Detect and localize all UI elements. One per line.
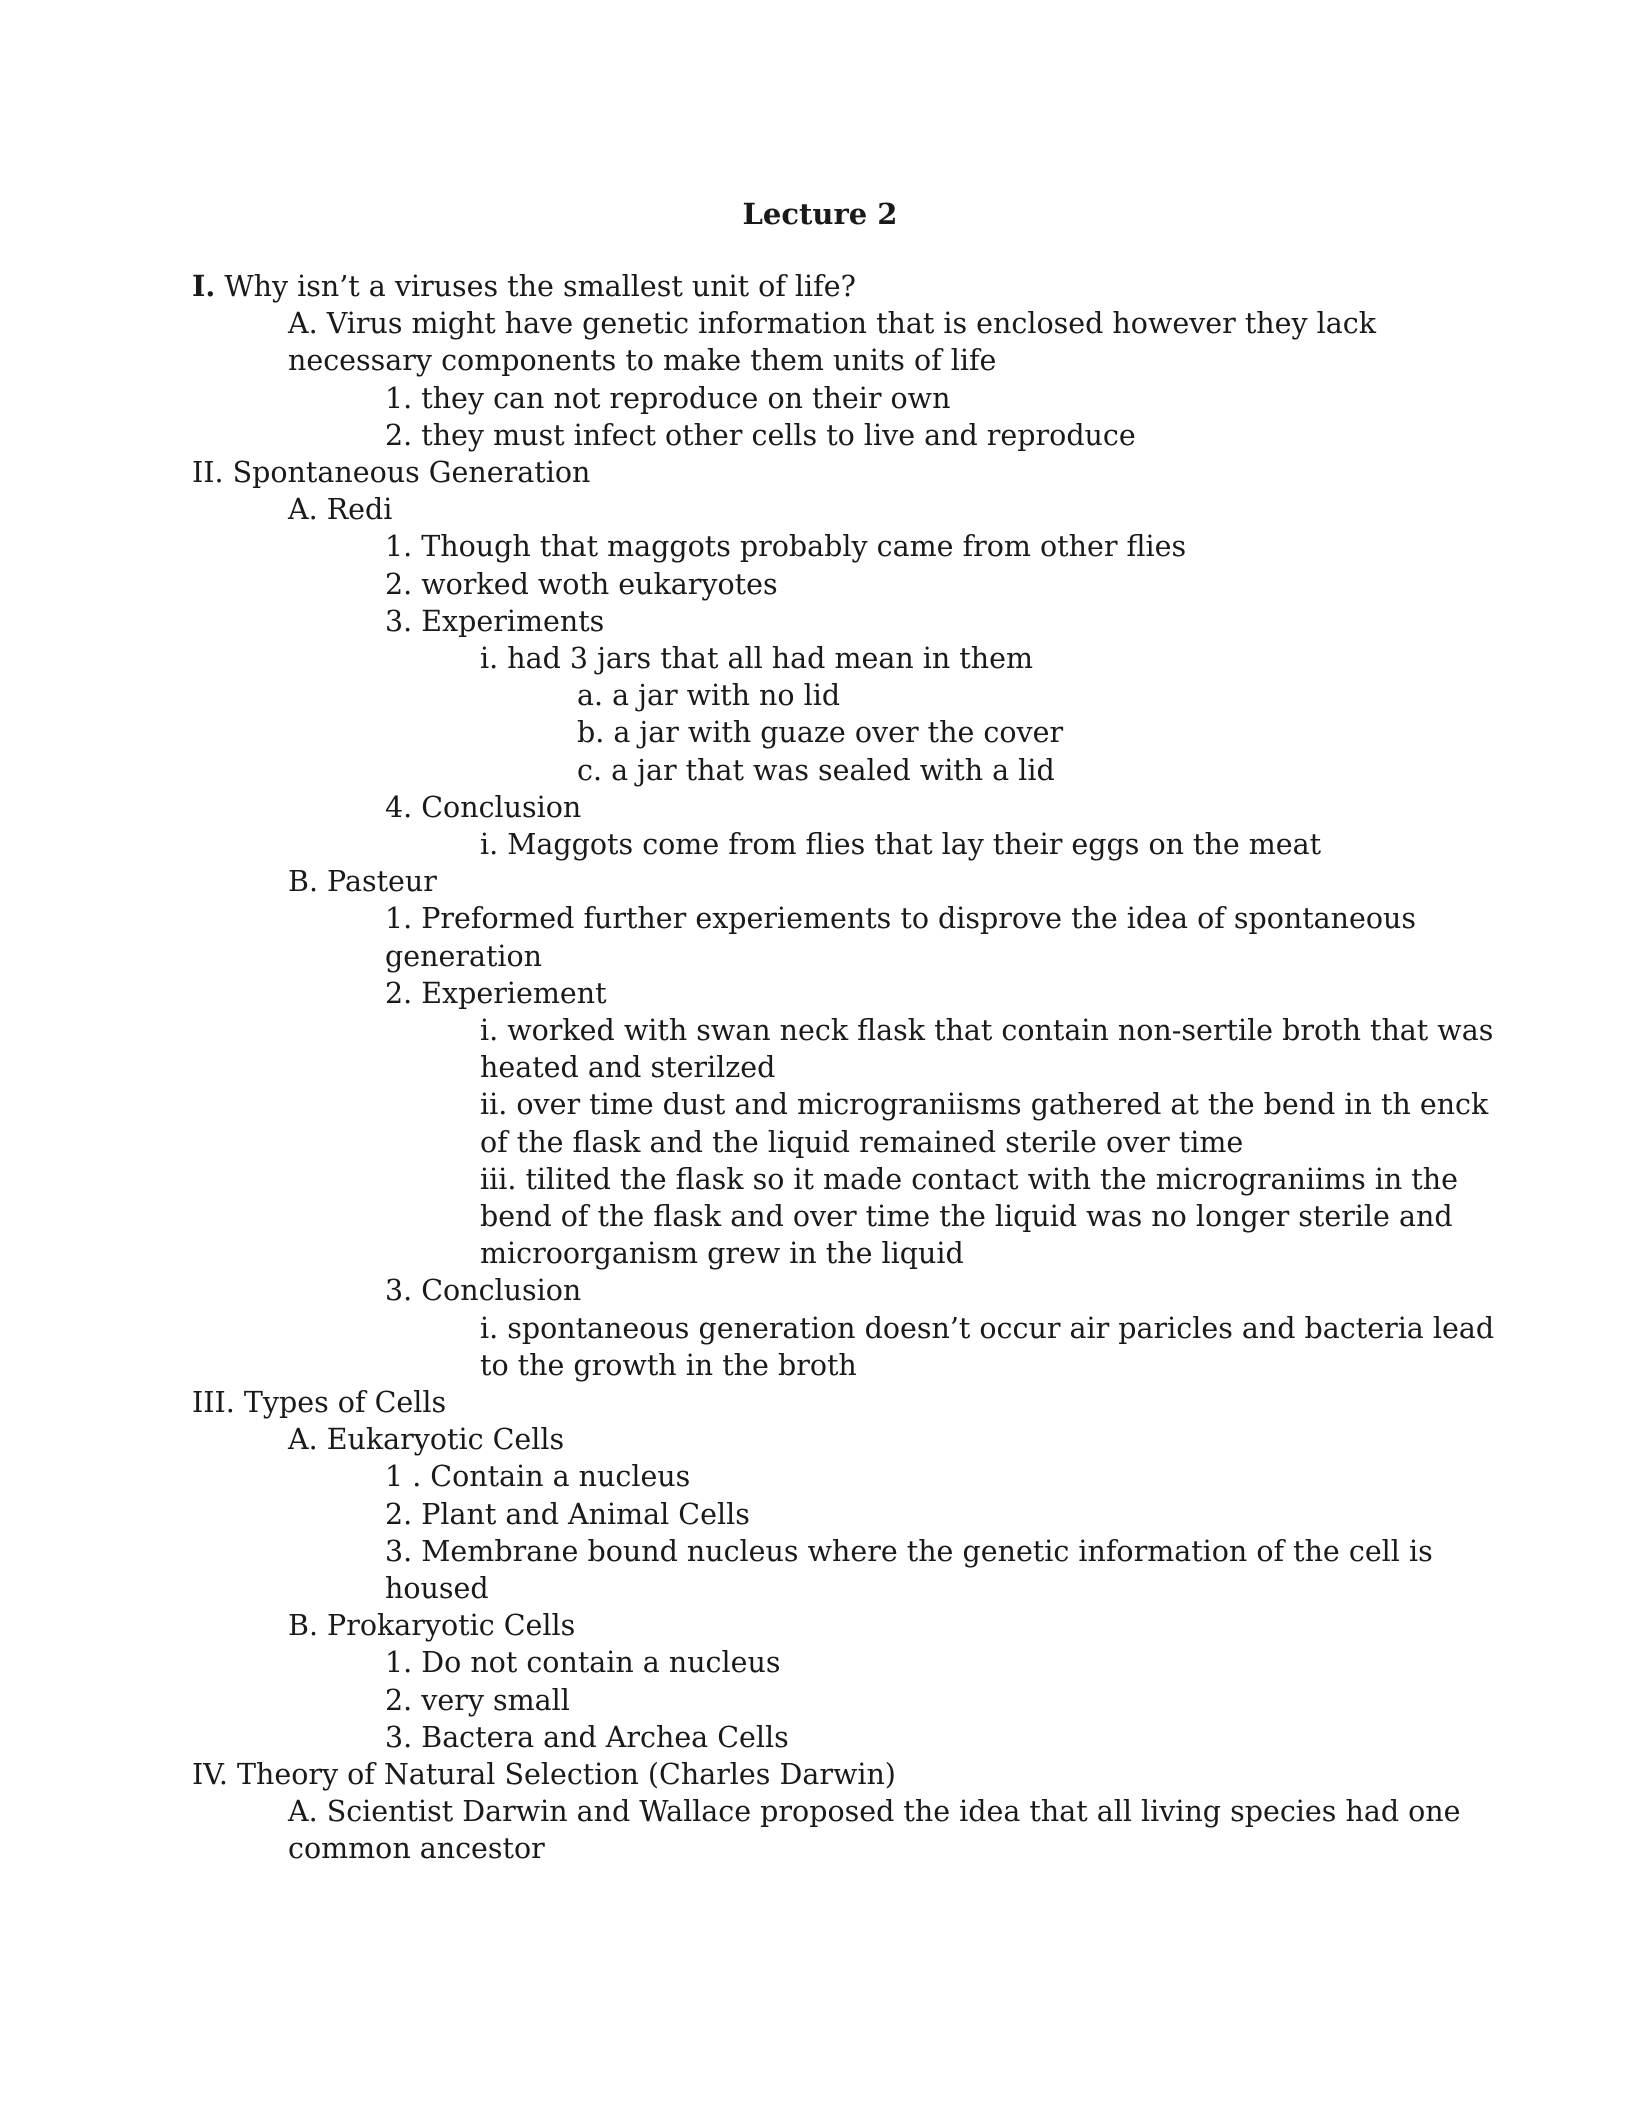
outline-text: 2. very small bbox=[385, 1683, 570, 1717]
outline-text: A. Eukaryotic Cells bbox=[288, 1423, 565, 1457]
outline-line bbox=[385, 900, 1416, 937]
outline-line bbox=[577, 752, 1055, 789]
outline-line bbox=[192, 1384, 446, 1421]
outline-line bbox=[480, 1124, 1243, 1161]
outline-line bbox=[385, 380, 950, 417]
outline-line bbox=[480, 1012, 1493, 1049]
outline-line bbox=[288, 1830, 545, 1867]
outline-line bbox=[385, 975, 607, 1012]
outline-line bbox=[480, 1235, 964, 1272]
outline-line bbox=[480, 640, 1033, 677]
outline-line bbox=[288, 305, 1376, 342]
outline-line bbox=[385, 603, 604, 640]
outline-line bbox=[192, 268, 856, 305]
outline-text: necessary components to make them units of life bbox=[288, 344, 997, 378]
outline-line bbox=[385, 1496, 750, 1533]
outline-text: 3. Bactera and Archea Cells bbox=[385, 1720, 789, 1754]
outline-text: to the growth in the broth bbox=[480, 1348, 857, 1382]
outline-line bbox=[480, 1198, 1453, 1235]
outline-line bbox=[385, 566, 778, 603]
outline-text: c. a jar that was sealed with a lid bbox=[577, 753, 1055, 787]
outline-line bbox=[288, 1607, 575, 1644]
outline-text: III. Types of Cells bbox=[192, 1386, 447, 1419]
outline-text: 2. Experiement bbox=[385, 976, 607, 1010]
outline-line bbox=[385, 938, 542, 975]
outline-text: B. Pasteur bbox=[288, 865, 437, 899]
outline-line bbox=[480, 1049, 775, 1086]
outline-text: housed bbox=[385, 1572, 489, 1605]
outline-line bbox=[192, 1756, 896, 1793]
outline-line bbox=[288, 1421, 564, 1458]
outline-text: 1. Though that maggots probably came from other flies bbox=[385, 530, 1187, 564]
outline-text: bend of the flask and over time the liquid was no longer sterile and bbox=[480, 1200, 1453, 1233]
outline-line bbox=[385, 1644, 780, 1681]
outline-line bbox=[385, 1533, 1433, 1570]
outline-text: 3. Membrane bound nucleus where the genetic information of the cell is bbox=[385, 1534, 1433, 1568]
outline-text: 1. they can not reproduce on their own bbox=[385, 381, 951, 415]
outline-line bbox=[480, 1161, 1458, 1198]
outline-text: iii. tilited the flask so it made contact with the micrograniims in the bbox=[480, 1162, 1458, 1196]
outline-line bbox=[288, 1793, 1461, 1830]
outline-line bbox=[480, 1310, 1494, 1347]
outline-text: common ancestor bbox=[288, 1832, 545, 1866]
outline-text: ii. over time dust and micrograniisms gathered at the bend in th enck bbox=[480, 1088, 1489, 1122]
outline-text: A. Scientist Darwin and Wallace proposed the idea that all living species had one bbox=[288, 1795, 1461, 1829]
outline-line bbox=[288, 491, 392, 528]
outline-text: 2. worked woth eukaryotes bbox=[385, 567, 778, 601]
outline-line bbox=[480, 1347, 857, 1384]
outline-line bbox=[385, 528, 1186, 565]
outline-text: i. spontaneous generation doesn’t occur air paricles and bacteria lead bbox=[480, 1311, 1495, 1345]
outline-text: 1. Preformed further experiements to disprove the idea of spontaneous bbox=[385, 902, 1417, 936]
outline-text: Why isn’t a viruses the smallest unit of life? bbox=[215, 270, 856, 303]
outline-line bbox=[385, 1682, 570, 1719]
outline-text: 1 . Contain a nucleus bbox=[385, 1460, 691, 1494]
outline-text: A. Redi bbox=[288, 493, 393, 527]
outline-text: b. a jar with guaze over the cover bbox=[577, 716, 1064, 750]
outline-line bbox=[480, 1086, 1488, 1123]
outline-line bbox=[385, 417, 1136, 454]
outline-line bbox=[577, 677, 840, 714]
outline-marker: I. bbox=[192, 269, 216, 303]
outline-text: 4. Conclusion bbox=[385, 790, 582, 824]
outline-line bbox=[385, 1272, 581, 1309]
outline-text: generation bbox=[385, 939, 543, 973]
outline-text: A. Virus might have genetic information that is enclosed however they lack bbox=[288, 307, 1377, 341]
outline-line bbox=[577, 714, 1063, 751]
outline-text: a. a jar with no lid bbox=[577, 679, 841, 713]
outline-line bbox=[288, 863, 437, 900]
outline-text: 2. they must infect other cells to live and reproduce bbox=[385, 418, 1136, 452]
page-title: Lecture 2 bbox=[742, 197, 898, 231]
outline-text: B. Prokaryotic Cells bbox=[288, 1609, 576, 1643]
outline-line bbox=[385, 1570, 489, 1607]
outline-text: i. worked with swan neck flask that contain non-sertile broth that was bbox=[480, 1014, 1494, 1047]
outline-text: II. Spontaneous Generation bbox=[192, 456, 591, 489]
outline-line bbox=[192, 454, 590, 491]
outline-text: 3. Experiments bbox=[385, 604, 605, 638]
outline-line bbox=[480, 826, 1321, 863]
outline-text: of the flask and the liquid remained sterile over time bbox=[480, 1125, 1244, 1159]
outline-text: heated and sterilzed bbox=[480, 1051, 776, 1085]
outline-line bbox=[288, 342, 996, 379]
outline-line bbox=[385, 1719, 789, 1756]
outline-text: microorganism grew in the liquid bbox=[480, 1237, 964, 1271]
outline-text: IV. Theory of Natural Selection (Charles Darwin) bbox=[192, 1758, 896, 1791]
outline-text: 1. Do not contain a nucleus bbox=[385, 1646, 781, 1680]
outline-text: 3. Conclusion bbox=[385, 1274, 582, 1308]
outline-line bbox=[385, 789, 581, 826]
outline-text: i. Maggots come from flies that lay their eggs on the meat bbox=[480, 828, 1322, 861]
outline-text: i. had 3 jars that all had mean in them bbox=[480, 642, 1033, 675]
outline-line bbox=[385, 1458, 690, 1495]
outline-text: 2. Plant and Animal Cells bbox=[385, 1497, 750, 1531]
